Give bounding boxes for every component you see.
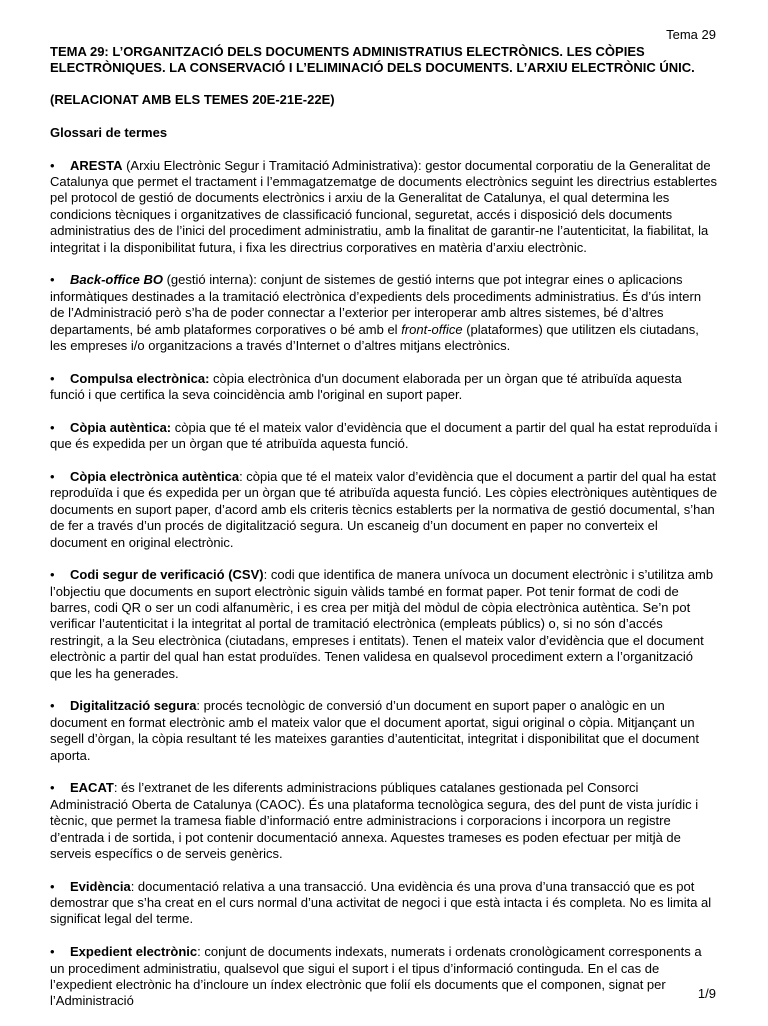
page-number: 1/9 — [697, 986, 716, 1001]
bullet-icon: • — [50, 272, 55, 288]
related-topics: (RELACIONAT AMB ELS TEMES 20E-21E-22E) — [50, 91, 335, 107]
glossary-term: Expedient electrònic — [70, 944, 198, 960]
glossary-definition: còpia electrònica d'un document elaborada per un òrgan que té atribuïda aquesta funció i que certifica la seva coincidència amb l'original en suport paper. — [50, 370, 682, 403]
bullet-icon: • — [50, 157, 55, 173]
glossary-definition: : documentació relativa a una transacció. Una evidència és una prova d’una transacció que es pot demostrar que s’ha creat en el curs normal d’una activitat de negoci i que està intacta i és completa. No es limita al significat legal del terme. — [50, 878, 712, 927]
bullet-icon: • — [50, 698, 55, 714]
glossary-term: EACAT — [70, 780, 114, 796]
glossary-entry-eacat — [50, 780, 718, 862]
glossary-term: Compulsa electrònica: — [70, 370, 210, 386]
glossary-term: Back-office BO — [70, 272, 163, 288]
document-title: TEMA 29: L’ORGANITZACIÓ DELS DOCUMENTS ADMINISTRATIUS ELECTRÒNICS. LES CÒPIES ELECTRÒNIQUES. LA CONSERVACIÓ I L’ELIMINACIÓ DELS DOCUMENTS. L’ARXIU ELECTRÒNIC ÚNIC. — [50, 44, 695, 76]
glossary-entry-back-office — [50, 272, 718, 354]
bullet-icon: • — [50, 944, 55, 960]
glossary-definition: (Arxiu Electrònic Segur i Tramitació Administrativa): gestor documental corporatiu de la Generalitat de Catalunya que permet el tractament i l’emmagatzematge de documents electrònics seguint les directrius establertes pel protocol de gestió de documents electrònics i arxiu de la Generalitat de Catalunya, el qual determina les condicions tècniques i organitzatives de classificació funcional, seguretat, accés i disposició dels documents administratius des de l’inici del procediment administratiu, amb la finalitat de garantir-ne l’autenticitat, la fiabilitat, la integritat i la disponibilitat futura, i fixa les directrius corporatives en matèria d’arxiu electrònic. — [50, 157, 717, 255]
glossary-entry-compulsa — [50, 371, 718, 404]
header-topic-label: Tema 29 — [666, 27, 716, 42]
glossary-definition-italic: front-office — [401, 321, 463, 337]
glossary-entry-copia-autentica — [50, 420, 718, 453]
glossary-entry-csv — [50, 567, 718, 682]
glossary-definition: : és l’extranet de les diferents administracions públiques catalanes gestionada pel Consorci Administració Oberta de Catalunya (CAOC). És una plataforma tecnològica segura, des del punt de vista jurídic i tècnic, que permet la tramesa fiable d’informació entre administracions i corporacions i incorpora un registre d’entrada i de sortida, i pot contenir documentació annexa. Aquestes trameses es poden efectuar per mitjà de serveis específics o de serveis genèrics. — [50, 780, 699, 861]
bullet-icon: • — [50, 567, 55, 583]
glossary-definition: : procés tecnològic de conversió d’un document en suport paper o analògic en un document en format electrònic amb el mateix valor que el document aportat, sigui original o còpia. Mitjançant un segell d’òrgan, la còpia resultant té les mateixes garanties d’autenticitat, integritat i disponibilitat que el document aporta. — [50, 698, 699, 763]
glossary-term: Digitalització segura — [70, 698, 197, 714]
glossary-entry-evidencia — [50, 879, 718, 928]
bullet-icon: • — [50, 780, 55, 796]
bullet-icon: • — [50, 419, 55, 435]
glossary-definition: : conjunt de documents indexats, numerats i ordenats cronològicament corresponents a un procediment administratiu, qualsevol que sigui el suport i el tipus d’informació continguda. En el cas de l’expedient electrònic ha d’incloure un índex electrònic que folií els documents que el componen, signat per l’Administració — [50, 944, 702, 1009]
document-body — [50, 44, 718, 1026]
glossary-entry-digitalitzacio — [50, 698, 718, 764]
glossary-term: Còpia electrònica autèntica — [70, 468, 240, 484]
glossary-term: Evidència — [70, 878, 131, 894]
glossary-definition: : còpia que té el mateix valor d’evidència que el document a partir del qual ha estat reproduïda i que és expedida per un òrgan que té atribuïda aquesta funció. Les còpies electròniques autèntiques de documents en suport paper, d’acord amb els criteris tècnics establerts per la normativa de gestió documental, s’han de fer a través d’un procés de digitalització segura. Un escaneig d’un document en paper no converteix el document en original electrònic. — [50, 468, 718, 550]
glossary-term: Codi segur de verificació (CSV) — [70, 567, 264, 583]
bullet-icon: • — [50, 468, 55, 484]
glossary-term: Còpia autèntica: — [70, 419, 172, 435]
glossary-definition: còpia que té el mateix valor d’evidència que el document a partir del qual ha estat reproduïda i que és expedida per un òrgan que té atribuïda aquesta funció. — [50, 419, 718, 452]
glossary-definition: : codi que identifica de manera unívoca un document electrònic i s’utilitza amb l’objectiu que documents en suport electrònic siguin vàlids també en format paper. Pot tenir format de codi de barres, codi QR o ser un codi alfanumèric, i es crea per mitjà del mòdul de còpia electrònica autèntica. Se’n pot verificar l’autenticitat i la integritat al portal de tramitació electrònica (empleats públics) o, si no són d’accés restringit, a la Seu electrònica (ciutadans, empreses i entitats). Tenen el mateix valor d’evidència que el document electrònic a partir del qual han estat produïdes. Tenen validesa en qualsevol procediment extern a l’organització que les ha generades. — [50, 567, 714, 681]
glossary-entry-expedient — [50, 944, 718, 1010]
glossary-heading: Glossari de termes — [50, 125, 168, 141]
glossary-definition: (gestió interna): conjunt de sistemes de gestió interns que pot integrar eines o aplicacions informàtiques destinades a la tramitació electrònica d’expedients dels procediments administratius. És d’ús intern de l’Administració però s’ha de poder connectar a l’exterior per interoperar amb altres sistemes, bé d’altres departaments, bé amb plataformes corporatives o bé amb el — [50, 272, 702, 337]
glossary-entry-copia-electronica-autentica — [50, 469, 718, 551]
glossary-entry-aresta — [50, 158, 718, 256]
glossary-term: ARESTA — [70, 157, 123, 173]
glossary-definition: (plataformes) que utilitzen els ciutadans, les empreses i/o organitzacions a través d’Internet o d’altres mitjans electrònics. — [50, 321, 699, 353]
bullet-icon: • — [50, 370, 55, 386]
bullet-icon: • — [50, 878, 55, 894]
